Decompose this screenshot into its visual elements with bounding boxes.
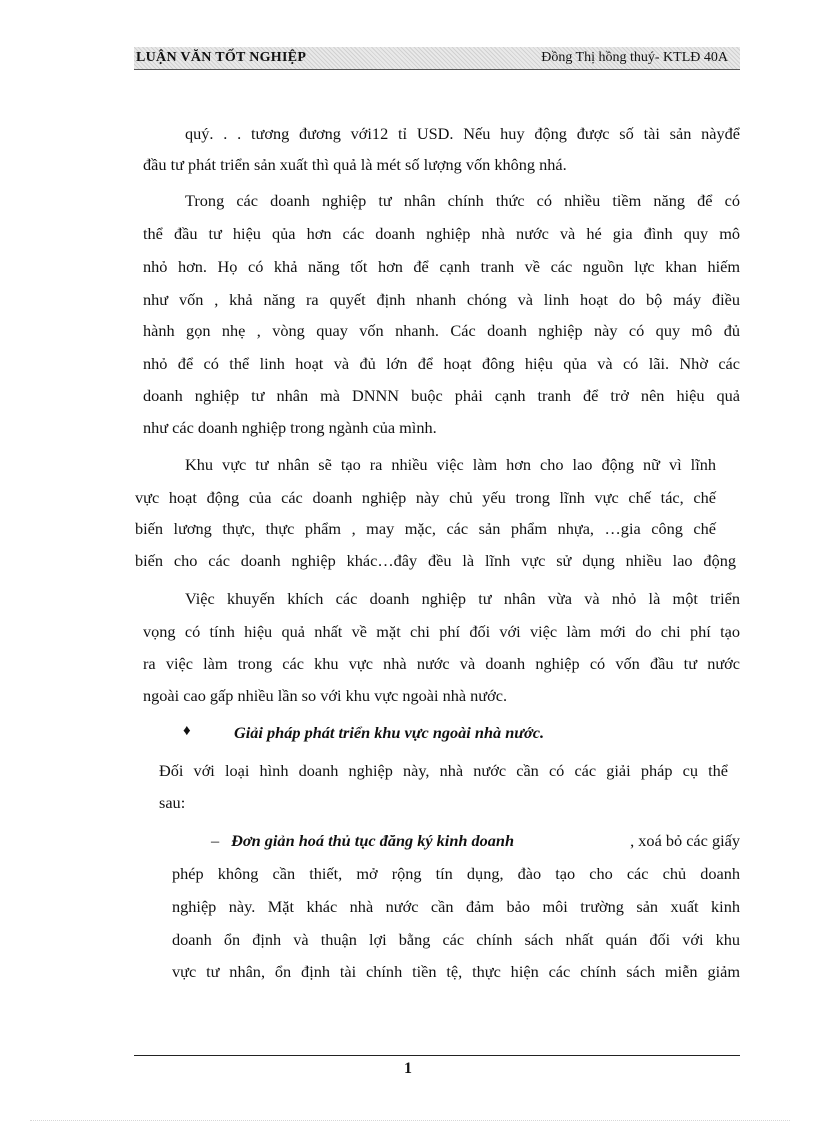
dash-item-bold: Đơn giản hoá thủ tục đăng ký kinh doanh — [231, 831, 515, 850]
page-bottom-divider — [30, 1120, 790, 1121]
paragraph-line: vực tư nhân, ổn định tài chính tiền tệ, thực hiện các chính sách miễn giảm — [172, 962, 740, 981]
dash-bullet-icon: – — [211, 831, 220, 850]
page-number: 1 — [404, 1060, 412, 1077]
dash-item-first-line — [211, 831, 740, 851]
paragraph-line: nhỏ để có thể linh hoạt và đủ lớn để hoạt đông hiệu qủa và có lãi. Nhờ các — [143, 354, 740, 373]
paragraph-line: vực hoạt động của các doanh nghiệp này chủ yếu trong lĩnh vực chế tác, chế — [135, 488, 716, 507]
paragraph-line: quý. . . tương đương với12 tỉ USD. Nếu huy động được số tài sản nàyđể — [185, 124, 740, 143]
diamond-bullet-icon: ♦ — [183, 723, 191, 739]
paragraph-line: thể đầu tư hiệu qủa hơn các doanh nghiệp nhà nước và hé gia đình quy mô — [143, 224, 740, 243]
paragraph-line: doanh nghiệp tư nhân mà DNNN buộc phải cạnh tranh để trở nên hiệu quả — [143, 386, 740, 405]
paragraph-line: ngoài cao gấp nhiều lần so với khu vực ngoài nhà nước. — [143, 686, 508, 705]
paragraph-line: đầu tư phát triển sản xuất thì quả là mét số lượng vốn không nhá. — [143, 155, 567, 174]
section-heading — [234, 723, 544, 743]
paragraph-line: biến cho các doanh nghiệp khác…đây đều là lĩnh vực sử dụng nhiều lao động — [135, 551, 736, 570]
header-title: LUẬN VĂN TỐT NGHIỆP — [136, 50, 307, 65]
paragraph-line: doanh ổn định và thuận lợi bằng các chính sách nhất quán đối với khu — [172, 930, 740, 949]
paragraph-line: biến lương thực, thực phẩm , may mặc, các sản phẩm nhựa, …gia công chế — [135, 519, 716, 538]
dash-item-rest: , xoá bỏ các giấy — [630, 831, 740, 850]
page-header — [134, 47, 740, 70]
paragraph-line: sau: — [159, 793, 186, 812]
paragraph-line: Khu vực tư nhân sẽ tạo ra nhiều việc làm hơn cho lao động nữ vì lĩnh — [185, 455, 716, 474]
paragraph-line: như các doanh nghiệp trong ngành của mình. — [143, 418, 437, 437]
paragraph-line: hành gọn nhẹ , vòng quay vốn nhanh. Các doanh nghiệp này có quy mô đủ — [143, 321, 740, 340]
paragraph-line: như vốn , khả năng ra quyết định nhanh chóng và linh hoạt do bộ máy điều — [143, 290, 740, 309]
paragraph-line: Đối với loại hình doanh nghiệp này, nhà nước cần có các giải pháp cụ thể — [159, 761, 728, 780]
footer-rule — [134, 1055, 740, 1056]
paragraph-line: nghiệp này. Mặt khác nhà nước cần đảm bảo môi trường sản xuất kinh — [172, 897, 740, 916]
paragraph-line: vọng có tính hiệu quả nhất về mặt chi phí đối với việc làm mới do chi phí tạo — [143, 622, 740, 641]
paragraph-line: nhỏ hơn. Họ có khả năng tốt hơn để cạnh tranh về các nguồn lực khan hiếm — [143, 257, 740, 276]
paragraph-line: Việc khuyến khích các doanh nghiệp tư nhân vừa và nhỏ là một triển — [185, 589, 740, 608]
paragraph-line: Trong các doanh nghiệp tư nhân chính thức có nhiều tiềm năng để có — [185, 191, 740, 210]
paragraph-line: phép không cần thiết, mở rộng tín dụng, đào tạo cho các chủ doanh — [172, 864, 740, 883]
paragraph-line: ra việc làm trong các khu vực nhà nước và doanh nghiệp có vốn đầu tư nước — [143, 654, 740, 673]
header-author: Đồng Thị hồng thuý- KTLĐ 40A — [541, 50, 728, 65]
section-heading-text: Giải pháp phát triển khu vực ngoài nhà nước. — [234, 723, 545, 742]
